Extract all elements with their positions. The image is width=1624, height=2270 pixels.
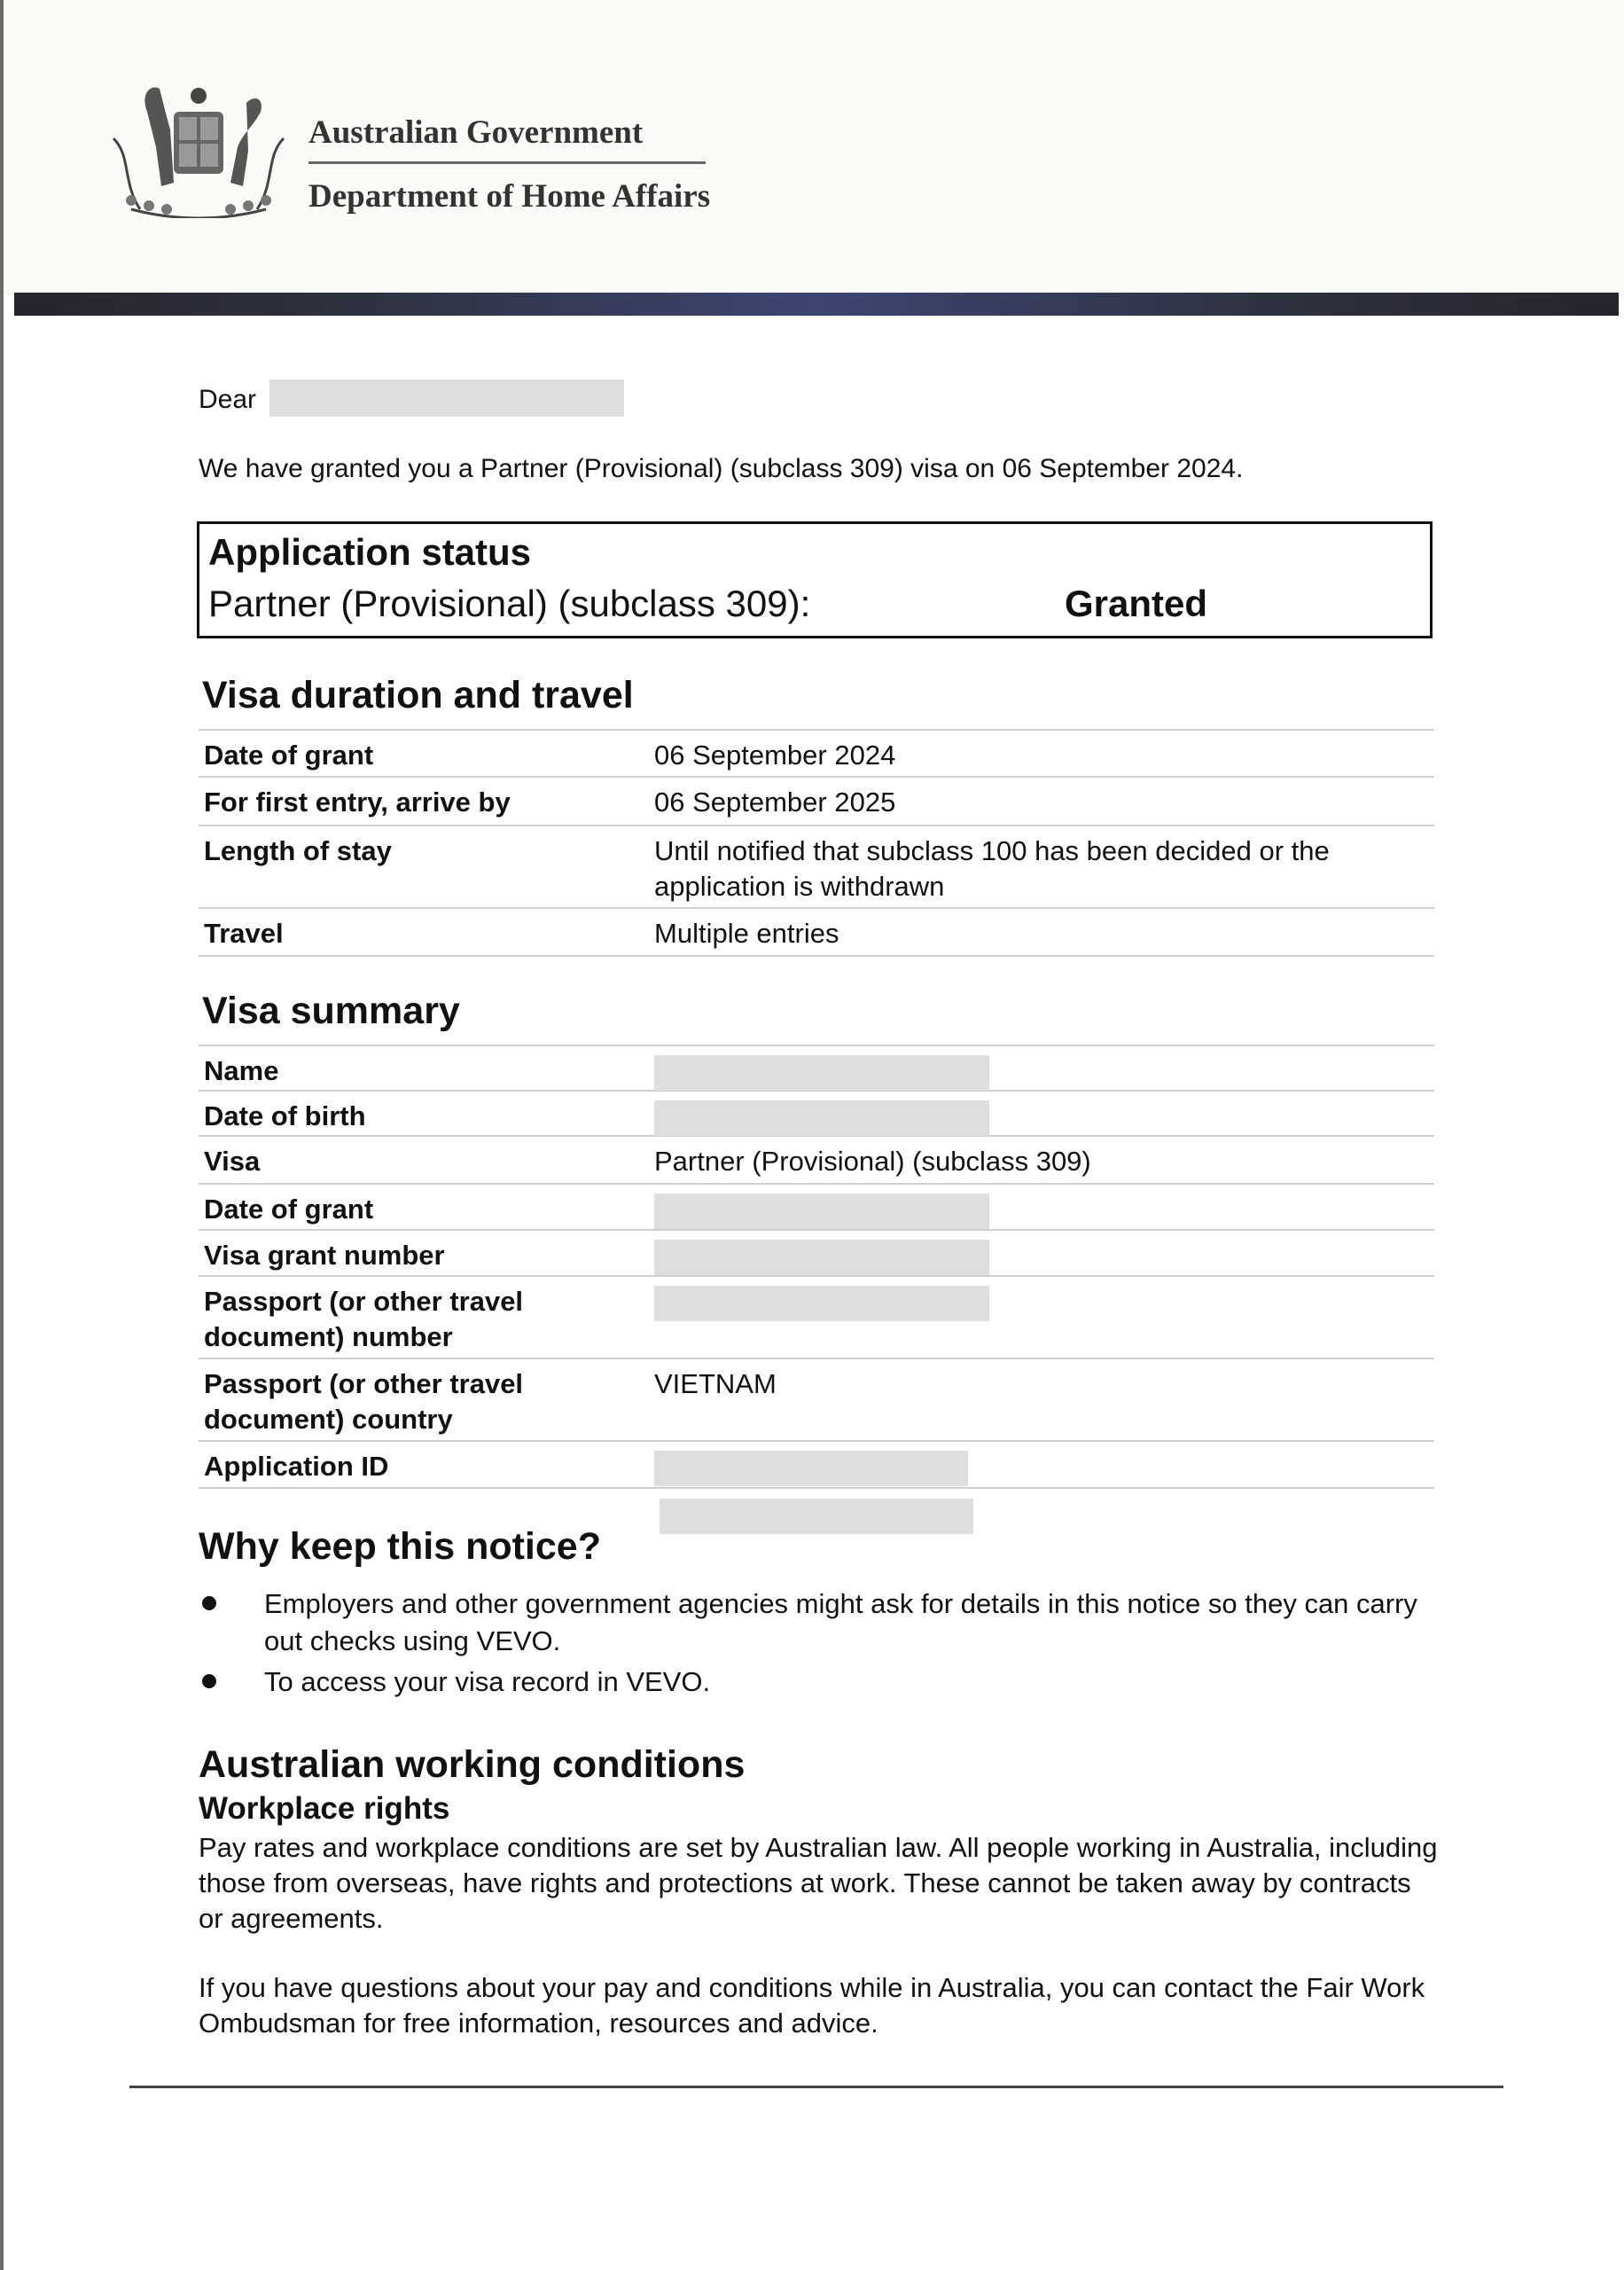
page-left-border xyxy=(0,0,4,2270)
visa-duration-heading: Visa duration and travel xyxy=(202,674,634,716)
table-row xyxy=(199,1185,1434,1231)
row-value: 06 September 2024 xyxy=(654,740,896,771)
table-row xyxy=(199,1359,1434,1442)
row-label: Date of birth xyxy=(204,1100,366,1131)
department-name: Department of Home Affairs xyxy=(308,178,711,215)
table-row xyxy=(199,1045,1434,1092)
row-value-redacted xyxy=(654,1092,1434,1135)
letterhead-band xyxy=(14,293,1619,316)
row-label: Passport (or other travel document) number xyxy=(204,1286,524,1352)
greeting: Dear xyxy=(199,385,257,414)
bullet-text: Employers and other government agencies might ask for details in this notice so they can carry out checks using VEVO. xyxy=(264,1588,1417,1656)
letterhead-divider xyxy=(308,161,706,164)
redacted-recipient-name xyxy=(269,380,624,417)
row-label: Passport (or other travel document) country xyxy=(204,1368,524,1435)
table-row xyxy=(199,778,1434,826)
letterhead xyxy=(4,0,1624,296)
redaction-block xyxy=(660,1499,973,1534)
application-status-title: Application status xyxy=(208,531,532,573)
table-row xyxy=(199,1277,1434,1359)
redaction-block xyxy=(654,1240,989,1275)
redaction-block xyxy=(654,1100,989,1136)
bullet-icon xyxy=(202,1596,216,1610)
row-label: Length of stay xyxy=(204,835,392,866)
visa-duration-table xyxy=(199,729,1434,957)
visa-summary-heading: Visa summary xyxy=(202,990,460,1032)
list-item xyxy=(199,1663,1440,1701)
workplace-rights-subheading: Workplace rights xyxy=(199,1791,450,1826)
row-value: 06 September 2025 xyxy=(654,787,896,818)
row-label: Travel xyxy=(204,918,284,949)
row-value-redacted xyxy=(654,1046,1434,1090)
why-keep-list xyxy=(199,1585,1440,1704)
application-status-label: Partner (Provisional) (subclass 309): xyxy=(208,583,811,624)
redaction-block xyxy=(654,1055,989,1091)
workplace-rights-paragraph: Pay rates and workplace conditions are set by Australian law. All people working in Australia, including those from overseas, have rights and protections at work. These cannot be taken away by contracts or agreements. xyxy=(199,1832,1438,1934)
grant-intro-text: We have granted you a Partner (Provisional) (subclass 309) visa on 06 September 2024. xyxy=(199,454,1244,483)
table-row xyxy=(199,826,1434,909)
row-label: Date of grant xyxy=(204,740,374,771)
table-row xyxy=(199,909,1434,957)
list-item xyxy=(199,1585,1440,1660)
visa-summary-table xyxy=(199,1045,1434,1489)
row-value: Multiple entries xyxy=(654,918,839,949)
row-label: Date of grant xyxy=(204,1194,374,1225)
table-row xyxy=(199,1442,1434,1489)
row-value-redacted xyxy=(654,1277,1434,1358)
row-value-redacted xyxy=(654,1185,1434,1229)
table-row xyxy=(199,729,1434,778)
row-label: Name xyxy=(204,1055,279,1086)
redaction-block xyxy=(654,1194,989,1229)
footer-divider xyxy=(129,2086,1503,2088)
bullet-text: To access your visa record in VEVO. xyxy=(264,1666,711,1697)
application-status-value: Granted xyxy=(1065,583,1208,624)
row-value: Until notified that subclass 100 has been decided or the application is withdrawn xyxy=(654,835,1330,902)
coat-of-arms-icon xyxy=(105,76,293,218)
bullet-icon xyxy=(202,1674,216,1688)
row-label: For first entry, arrive by xyxy=(204,787,511,818)
table-row xyxy=(199,1092,1434,1137)
government-name: Australian Government xyxy=(308,114,644,151)
row-value-redacted xyxy=(654,1442,1434,1487)
redaction-block xyxy=(654,1286,989,1321)
fair-work-paragraph: If you have questions about your pay and conditions while in Australia, you can contact the Fair Work Ombudsman for free information, resources and advice. xyxy=(199,1972,1425,2039)
row-label: Visa grant number xyxy=(204,1240,445,1271)
row-value-redacted xyxy=(654,1231,1434,1275)
row-value: VIETNAM xyxy=(654,1368,777,1399)
row-value: Partner (Provisional) (subclass 309) xyxy=(654,1146,1091,1177)
row-label: Visa xyxy=(204,1146,261,1177)
row-label: Application ID xyxy=(204,1451,389,1482)
why-keep-heading: Why keep this notice? xyxy=(199,1525,601,1568)
redaction-block xyxy=(654,1451,968,1486)
table-row xyxy=(199,1137,1434,1185)
working-conditions-heading: Australian working conditions xyxy=(199,1743,746,1786)
application-status-box xyxy=(197,521,1433,638)
table-row xyxy=(199,1231,1434,1277)
